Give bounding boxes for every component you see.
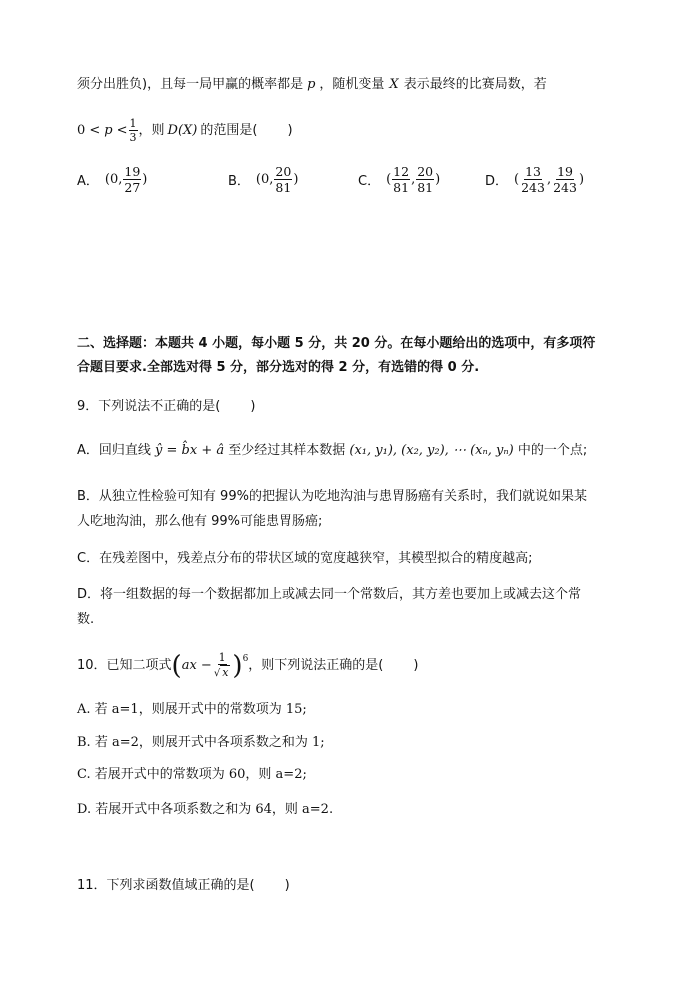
frac-num: 20: [275, 164, 292, 179]
option-open: (: [514, 172, 520, 187]
q8-text-c: 表示最终的比赛局数，若: [403, 77, 547, 92]
frac-den: 81: [417, 180, 434, 195]
q8-text-b: ，随机变量: [319, 77, 385, 92]
frac-den: 81: [275, 180, 292, 195]
q10-stem: [77, 651, 418, 680]
q8-condition: [77, 117, 293, 144]
q8-line1: [77, 75, 547, 95]
option-open: (0,: [104, 172, 123, 187]
option-close: ): [578, 172, 585, 187]
frac-num: 12: [393, 164, 410, 179]
q10-binom-num: 1: [218, 651, 226, 664]
frac-den: 27: [124, 180, 141, 195]
q9-a-points: (x₁, y₁), (x₂, y₂), ⋯ (xₙ, yₙ): [349, 443, 514, 458]
q9-option-a[interactable]: [77, 441, 587, 461]
q10-binom-exp: 6: [242, 654, 249, 664]
q8-p: p: [307, 77, 316, 92]
section2-heading-line1: 二、选择题：本题共 4 小题，每小题 5 分，共 20 分。在每小题给出的选项中，有多项符: [77, 336, 596, 351]
q9-stem-close: ): [250, 399, 256, 414]
option-open: (0,: [255, 172, 274, 187]
q10-binom-open: (: [171, 650, 182, 681]
option-fraction: [274, 164, 292, 195]
option-label: C．: [358, 174, 381, 189]
option-close: ): [142, 172, 148, 187]
q8-DX: D(X): [167, 122, 198, 138]
q8-X: X: [389, 77, 399, 92]
q8-cond-num: 1: [129, 117, 137, 130]
q9-stem: [77, 397, 255, 417]
q9-a-post: 中的一个点;: [517, 443, 588, 458]
q9-option-b-line2: 人吃地沟油，那么他有 99%可能患胃肠癌;: [77, 514, 323, 529]
q8-cond-lt: <: [116, 122, 128, 138]
q8-option-a[interactable]: [77, 164, 147, 195]
q11-stem-close: ): [284, 878, 290, 893]
option-fraction-2: [416, 164, 434, 195]
frac-num: 13: [525, 164, 541, 179]
frac-den: 243: [521, 180, 545, 195]
q8-cond-close: ): [287, 122, 293, 138]
q9-a-mid: 至少经过其样本数据: [228, 443, 346, 458]
q8-cond-left: 0 <: [77, 122, 101, 138]
frac-num: 20: [417, 164, 434, 179]
q9-stem-text: 9．下列说法不正确的是(: [77, 399, 221, 414]
q10-binom-fraction: [213, 651, 232, 680]
option-fraction-2: [552, 164, 578, 195]
option-label: A．: [77, 174, 99, 189]
frac-num: 19: [124, 164, 141, 179]
q8-option-d[interactable]: D． ( $\frac{13}{243}$ , $\frac{19}{243}$ ): [485, 164, 585, 195]
q8-cond-p: p: [104, 122, 113, 138]
q8-cond-fraction: [129, 117, 138, 144]
option-close: ): [293, 172, 299, 187]
q10-option-d[interactable]: D. 若展开式中各项系数之和为 64，则 a=2.: [77, 802, 334, 817]
q8-cond-den: 3: [129, 131, 137, 144]
q10-option-a[interactable]: A. 若 a=1，则展开式中的常数项为 15;: [77, 702, 307, 717]
q10-binom-den: √ x: [213, 666, 229, 679]
q9-option-b-line1[interactable]: B．从独立性检验可知有 99%的把握认为吃地沟油与患胃肠癌有关系时，我们就说如果某: [77, 489, 587, 504]
option-fraction-1: [520, 164, 546, 195]
q10-stem-close: ): [413, 657, 419, 673]
q9-option-d-line1[interactable]: D．将一组数据的每一个数据都加上或减去同一个常数后，其方差也要加上或减去这个常: [77, 587, 582, 602]
q8-cond-tail: 的范围是(: [200, 122, 258, 138]
q10-option-b[interactable]: B. 若 a=2，则展开式中各项系数之和为 1;: [77, 735, 325, 750]
q8-option-c[interactable]: C． ( $\frac{12}{81}$ , $\frac{20}{81}$ ): [358, 164, 441, 195]
q11-stem: [77, 876, 290, 896]
frac-num: 19: [557, 164, 573, 179]
q9-option-d-line2: 数.: [77, 612, 95, 627]
q10-binom-close: ): [232, 650, 243, 681]
frac-den: 81: [393, 180, 410, 195]
frac-den: 243: [553, 180, 577, 195]
q10-stem-pre: 10．已知二项式: [77, 657, 172, 673]
q11-stem-text: 11．下列求函数值域正确的是(: [77, 878, 255, 893]
q9-a-regression: ŷ = b̂x + â: [155, 443, 225, 458]
option-close: ): [435, 172, 441, 187]
q8-option-b[interactable]: [228, 164, 298, 195]
option-fraction-1: [392, 164, 410, 195]
q10-binom-sqrt-x: x: [222, 666, 229, 679]
q9-a-pre: A．回归直线: [77, 443, 151, 458]
q10-binom-ax: ax −: [181, 657, 212, 673]
q8-cond-then: ，则: [138, 122, 165, 138]
q10-option-c[interactable]: C. 若展开式中的常数项为 60，则 a=2;: [77, 767, 307, 782]
q8-text-a: 须分出胜负)，且每一局甲赢的概率都是: [77, 77, 304, 92]
option-fraction: [123, 164, 141, 195]
q10-stem-post: ，则下列说法正确的是(: [248, 657, 384, 673]
option-open: (: [386, 172, 392, 187]
option-label: D．: [485, 174, 509, 189]
q9-option-c[interactable]: C．在残差图中，残差点分布的带状区域的宽度越狭窄，其模型拟合的精度越高;: [77, 551, 533, 566]
option-label: B．: [228, 174, 250, 189]
section2-heading-line2: 合题目要求.全部选对得 5 分，部分选对的得 2 分，有选错的得 0 分.: [77, 360, 480, 375]
